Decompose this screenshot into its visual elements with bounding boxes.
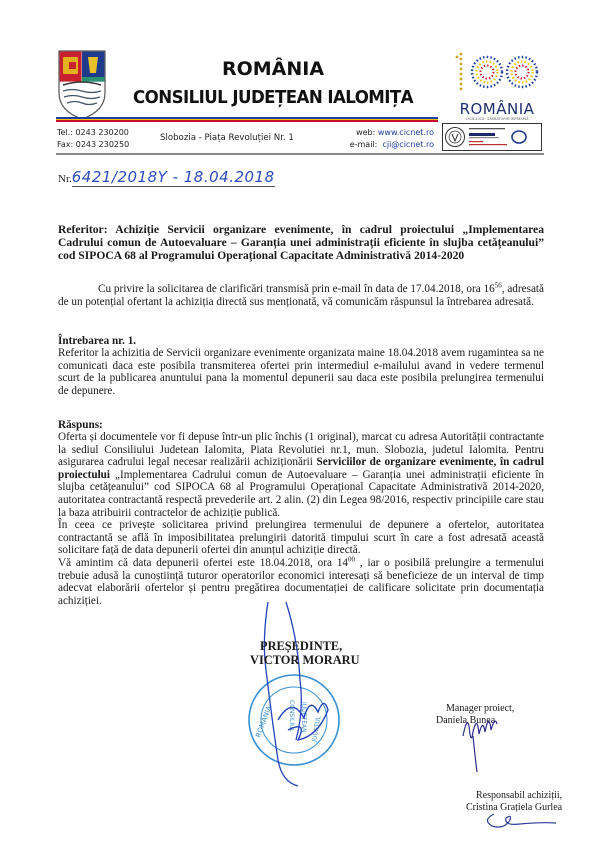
svg-text:JUDEȚUL: JUDEȚUL [311, 715, 323, 743]
contact-phones [57, 127, 129, 151]
president-signature-block [250, 639, 360, 667]
answer-body [58, 431, 544, 607]
fax-number: Fax: 0243 230250 [57, 140, 130, 149]
svg-text:CONSILIUL: CONSILIUL [288, 700, 295, 732]
manager-title: Manager proiect, [446, 703, 515, 714]
deadline-minutes: 00 [348, 555, 356, 564]
institution-heading: CONSILIUL JUDEȚEAN IALOMIȚA [133, 88, 413, 108]
question-body: Referitor la achizitia de Servicii organizare evenimente organizata maine 18.04.2018 avem rugamintea sa ne comunicati daca este posibila transmiterea ofertei prin intermediul e-mailului avand in vedere termenul scurt de la publicarea anuntului pana la momentul depunerii sau daca este posibila prelungirea termenului de depunere. [58, 347, 544, 397]
president-title: PREȘEDINTE, [260, 639, 343, 653]
header-divider [56, 153, 544, 155]
contact-web [300, 127, 434, 151]
deadline-text-cont: , iar o posibilă prelungire a termenului trebuie adusă la cunoștiință tuturor operatorilor economici interesați să beneficieze de un interval de timp adecvat elaborării ofertelor și pentru pregătirea documentației de calificare solicitate prin documentația achiziției. [58, 556, 544, 607]
website-link[interactable]: www.cicnet.ro [377, 128, 434, 137]
answer-bold-text: Serviciilor de organizare evenimente, în cadrul proiectului [58, 456, 545, 481]
centenary-logo [447, 48, 547, 121]
svg-text:ROMÂNIA: ROMÂNIA [254, 704, 274, 739]
question-heading: Întrebarea nr. 1. [58, 335, 137, 347]
manager-name: Daniela Bunea [436, 715, 496, 726]
registration-number [58, 168, 275, 186]
procurement-title: Responsabil achiziții, [476, 790, 563, 801]
iso-certification-badge [442, 123, 542, 151]
deadline-text: Vă amintim că data depunerii ofertei este 18.04.2018, ora 14 [58, 556, 349, 569]
registration-prefix: Nr. [58, 173, 72, 185]
iso-badge-icon [443, 124, 541, 150]
email-link[interactable]: cji@cicnet.ro [382, 140, 434, 149]
answer-paragraph-1 [58, 431, 544, 519]
president-name: VICTOR MORARU [250, 653, 360, 667]
intro-paragraph [58, 283, 544, 308]
answer-text: Oferta și documentele vor fi depuse într-un plic închis (1 original), marcat cu adresa Autorității contractante la sediul Consiliului Judetean Ialomita, Piata Revolutiei nr.1, mun. Slobozia, judetul Ialomita. Pentru asigurarea cadrului legal necesar realizării achiziționării [58, 431, 544, 469]
answer-paragraph-2: În ceea ce privește solicitarea privind prelungirea termenului de depunere a ofertelor, autoritatea contractantă se află în imposibilitatea prelungirii datorită timpului scurt în care a fost adresată această solicitare față de data depunerii ofertei din anunțul achiziție directă. [58, 519, 544, 557]
subject-line: Referitor: Achiziție Servicii organizare evenimente, în cadrul proiectului „Implementarea Cadrului comun de Autoevaluare – Garanția unei administrații eficiente în slujba cetățeanului” cod SIPOCA 68 al Programului Operațional Capacitate Administrativă 2014-2020 [58, 223, 544, 262]
procurement-signature-block [466, 790, 562, 814]
answer-paragraph-3 [58, 557, 544, 607]
address: Slobozia - Piața Revoluției Nr. 1 [160, 133, 294, 143]
country-heading: ROMÂNIA [221, 58, 325, 80]
registration-handwritten: 6421/2018Y - 18.04.2018 [71, 168, 275, 186]
centenary-100-icon [447, 48, 547, 96]
centenary-label: ROMÂNIA [459, 100, 535, 118]
email-label: e-mail: [349, 140, 378, 149]
centenary-tagline: 1918-2018 · SĂRBĂTORIM ÎMPREUNĂ [465, 117, 529, 121]
intro-text-cont: , adresată de un potențial ofertant la achiziția directă sus menționată, vă comunicăm răspunsul la întrebarea adresată. [58, 283, 544, 308]
official-stamp-icon [246, 672, 342, 768]
intro-time-minutes: 56 [494, 281, 502, 290]
manager-signature-block [436, 703, 514, 727]
answer-text-cont: „Implementarea Cadrului comun de Autoevaluare – Garanția unei administrații eficiente în slujba cetățeanului” cod SIPOCA 68 al Programului Operațional Capacitate Administrativă 2014-2020, autoritatea contractantă respectă prevederile art. 2 alin. (2) din Legea 98/2016, respectiv principiile care stau la baza atribuirii contractelor de achiziție publică. [58, 468, 544, 519]
answer-heading: Răspuns: [58, 419, 103, 431]
tricolor-rule [56, 117, 438, 122]
web-label: web: [356, 128, 376, 137]
county-crest-icon [57, 49, 107, 121]
svg-text:JUDEȚEAN: JUDEȚEAN [300, 702, 307, 733]
procurement-name: Cristina Grațiela Gurlea [466, 802, 563, 813]
intro-text: Cu privire la solicitarea de clarificări transmisă prin e-mail în data de 17.04.2018, ora 16 [98, 283, 495, 295]
phone-number: Tel.: 0243 230200 [57, 128, 129, 137]
